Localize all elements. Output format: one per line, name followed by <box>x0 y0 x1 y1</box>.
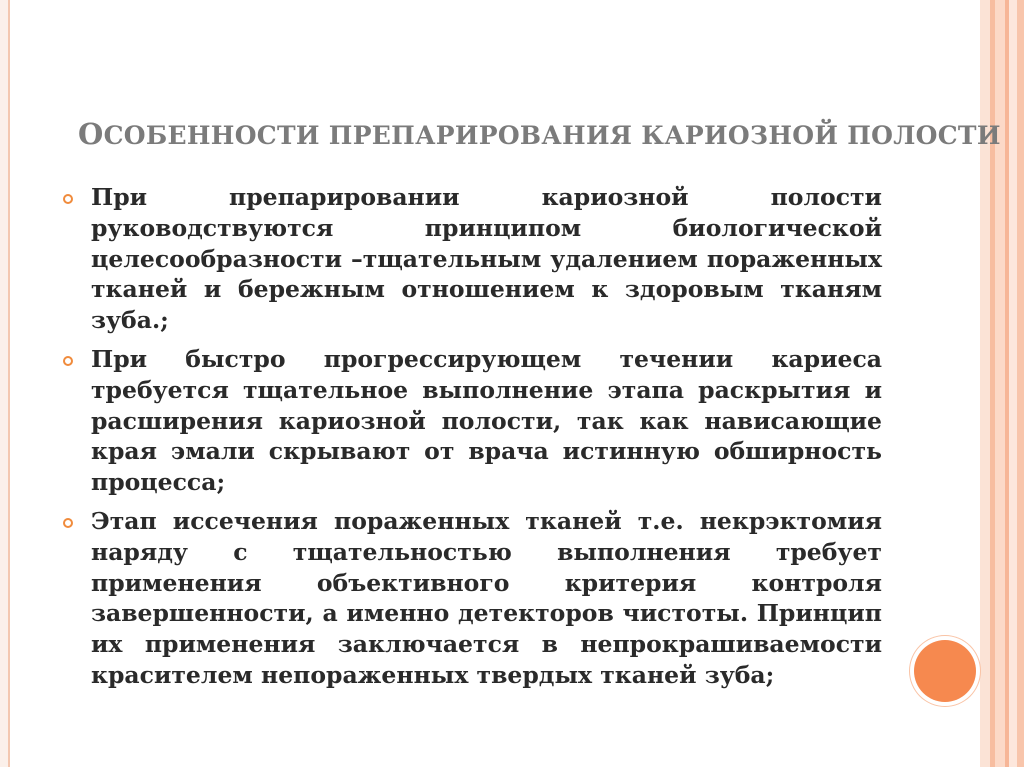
bullet-item <box>60 506 882 691</box>
slide-title-text: СОБЕННОСТИ ПРЕПАРИРОВАНИЯ КАРИОЗНОЙ ПОЛОСТИ <box>103 121 1001 150</box>
hollow-circle-icon <box>63 356 73 366</box>
slide-title <box>78 117 1001 151</box>
decorative-stripe <box>995 0 1005 767</box>
decorative-stripe <box>1017 0 1024 767</box>
bullet-text: Этап иссечения пораженных тканей т.е. некрэктомия наряду с тщательностью выполнения требует применения объективного критерия контроля завершенности, а именно детекторов чистоты. Принцип их применения заключается в непрокрашиваемости красителем непораженных твердых тканей зуба; <box>91 506 882 689</box>
bullet-text: При быстро прогрессирующем течении кариеса требуется тщательное выполнение этапа раскрытия и расширения кариозной полости, так как нависающие края эмали скрывают от врача истинную обширность процесса; <box>91 344 882 497</box>
bullet-item <box>60 344 882 498</box>
slide-title-initial: О <box>78 117 104 151</box>
decorative-stripe <box>1009 0 1017 767</box>
hollow-circle-icon <box>63 194 73 204</box>
decorative-circle <box>914 640 976 702</box>
bullet-item <box>60 182 882 336</box>
bullet-list <box>60 182 882 699</box>
decorative-stripe <box>980 0 990 767</box>
bullet-text: При препарировании кариозной полости руководствуются принципом биологической целесообразности –тщательным удалением пораженных тканей и бережным отношением к здоровым тканям зуба.; <box>91 183 882 335</box>
hollow-circle-icon <box>63 518 73 528</box>
